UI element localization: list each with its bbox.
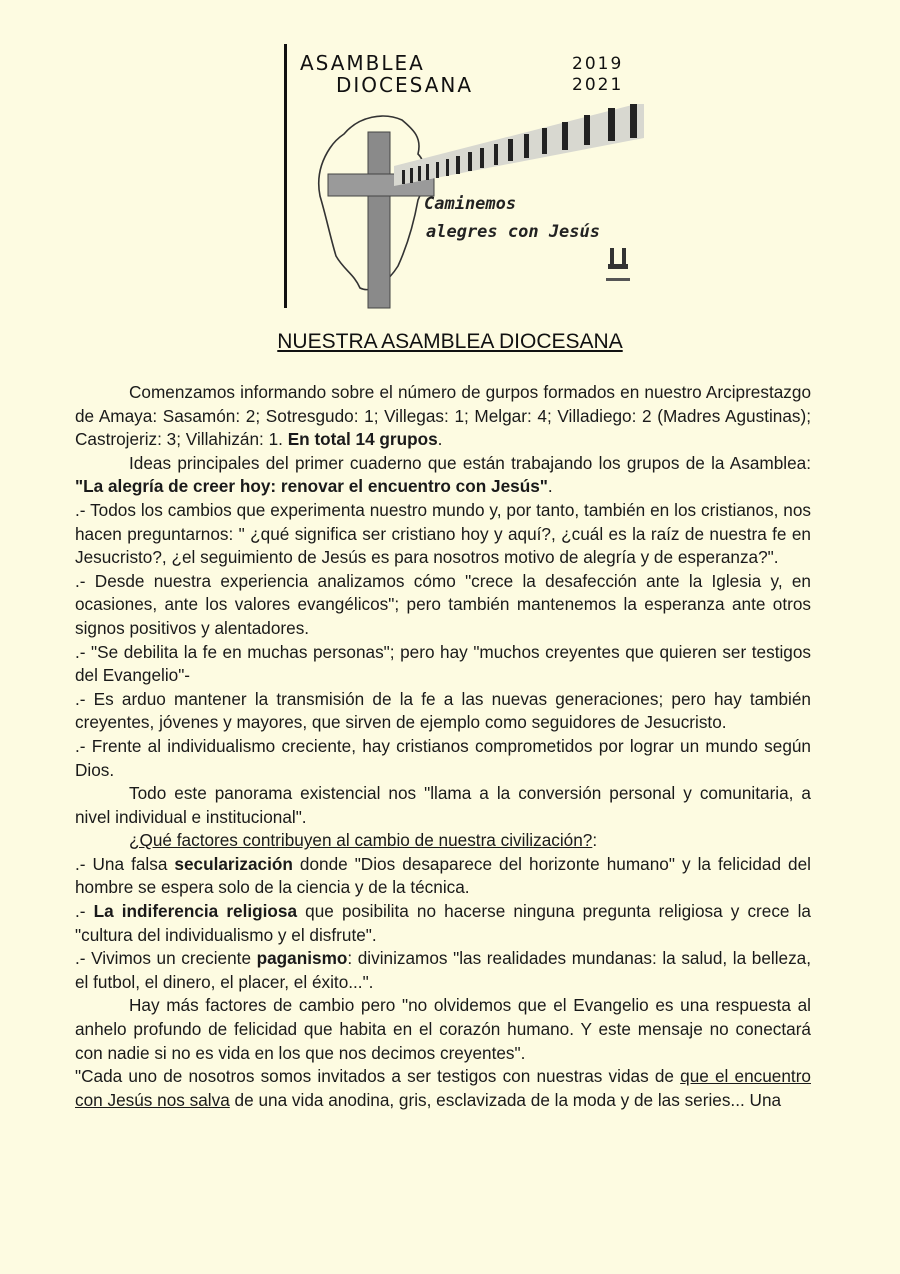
indifference-a: .-	[75, 901, 94, 922]
paragraph-groups-total: En total 14 grupos	[287, 429, 438, 450]
factors-question-end: :	[592, 830, 598, 851]
page-title: NUESTRA ASAMBLEA DIOCESANA	[277, 330, 623, 353]
secularization-a: .- Una falsa	[75, 853, 175, 874]
paragraph-more-factors: Hay más factores de cambio pero "no olvidemos que el Evangelio es una respuesta al anhelo profundo de felicidad que habita en el corazón humano. Y este mensaje no conectará con nadie si no es vida en los que nos decimos creyentes".	[75, 995, 811, 1063]
walking-people-icon	[394, 104, 644, 186]
witnesses-b: de una vida anodina, gris, esclavizada de la moda y de las series... Una	[229, 1089, 782, 1110]
paragraph-groups-end: .	[437, 429, 443, 450]
paragraph-main-ideas	[75, 452, 811, 499]
cross-icon	[328, 132, 434, 308]
paragraph-groups	[75, 381, 811, 452]
assembly-logo	[284, 44, 654, 312]
paragraph-panorama: Todo este panorama existencial nos "llama a la conversión personal y comunitaria, a nivel individual e institucional".	[75, 783, 811, 827]
document-body	[75, 381, 811, 1112]
witnesses-a: "Cada uno de nosotros somos invitados a ser testigos con nuestras vidas de	[75, 1066, 681, 1087]
logo-years	[572, 54, 623, 96]
paganism-b: : divinizamos "las realidades mundanas: la salud, la belleza, el futbol, el dinero, el placer, el éxito...".	[75, 948, 812, 992]
paragraph-indifference	[75, 900, 811, 947]
paragraph-main-ideas-end: .	[547, 476, 553, 497]
logo-year-start: 2019	[572, 54, 624, 74]
paragraph-experience: .- Desde nuestra experiencia analizamos cómo "crece la desafección ante la Iglesia y, en ocasiones, ante los valores evangélicos"; pero también mantenemos la esperanza ante otros signos positivos y alentadores.	[75, 570, 811, 638]
logo-vertical-bar	[284, 44, 287, 308]
paragraph-factors-question	[75, 829, 811, 853]
paragraph-groups-text: Comenzamos informando sobre el número de gurpos formados en nuestro Arciprestazgo de Amaya: Sasamón: 2; Sotresgudo: 1; Villegas: 1; Melgar: 4; Villadiego: 2 (Madres Agustinas); Castrojeriz: 3; Villahizán: 1.	[75, 382, 811, 450]
logo-slogan-line1: Caminemos	[424, 194, 517, 214]
secularization-bold: secularización	[174, 853, 293, 874]
witnesses-underline: que el encuentro con Jesús nos salva	[75, 1066, 811, 1110]
indifference-b: que posibilita no hacerse ninguna pregunta religiosa y crece la "cultura del individualismo y el disfrute".	[75, 901, 811, 945]
paragraph-paganism	[75, 947, 811, 994]
logo-title-line2: DIOCESANA	[336, 73, 474, 97]
logo-title-line1: ASAMBLEA	[300, 51, 425, 75]
secularization-b: donde "Dios desaparece del horizonte humano" y la felicidad del hombre se espera solo de la ciencia y de la técnica.	[75, 853, 811, 898]
logo-year-end: 2021	[572, 75, 624, 95]
logo-slogan	[424, 190, 600, 246]
paragraph-transmission: .- Es arduo mantener la transmisión de la fe a las nuevas generaciones; pero hay también creyentes, jóvenes y mayores, que sirven de ejemplo como seguidores de Jesucristo.	[75, 688, 811, 733]
paganism-bold: paganismo	[256, 948, 348, 969]
paragraph-secularization	[75, 853, 811, 900]
logo-title	[300, 52, 473, 96]
paganism-a: .- Vivimos un creciente	[75, 948, 257, 969]
paragraph-witnesses	[75, 1065, 811, 1112]
paragraph-main-ideas-text: Ideas principales del primer cuaderno que están trabajando los grupos de la Asamblea:	[129, 452, 811, 473]
indifference-bold: La indiferencia religiosa	[93, 901, 298, 922]
factors-question: ¿Qué factores contribuyen al cambio de nuestra civilización?	[129, 830, 593, 851]
paragraph-faith: .- "Se debilita la fe en muchas personas"; pero hay "muchos creyentes que quieren ser testigos del Evangelio"-	[75, 641, 811, 686]
paragraph-individualism: .- Frente al individualismo creciente, hay cristianos comprometidos por lograr un mundo según Dios.	[75, 735, 811, 780]
paragraph-changes: .- Todos los cambios que experimenta nuestro mundo y, por tanto, también en los cristianos, nos hacen preguntarnos: " ¿qué significa ser cristiano hoy y aquí?, ¿cuál es la raíz de nuestra fe en Jesucristo?, ¿el seguimiento de Jesús es para nosotros motivo de alegría y de esperanza?".	[75, 499, 811, 568]
cathedral-emblem-icon	[606, 248, 630, 281]
paragraph-main-ideas-quote: "La alegría de creer hoy: renovar el encuentro con Jesús"	[75, 476, 548, 497]
logo-slogan-line2: alegres con Jesús	[426, 222, 600, 242]
